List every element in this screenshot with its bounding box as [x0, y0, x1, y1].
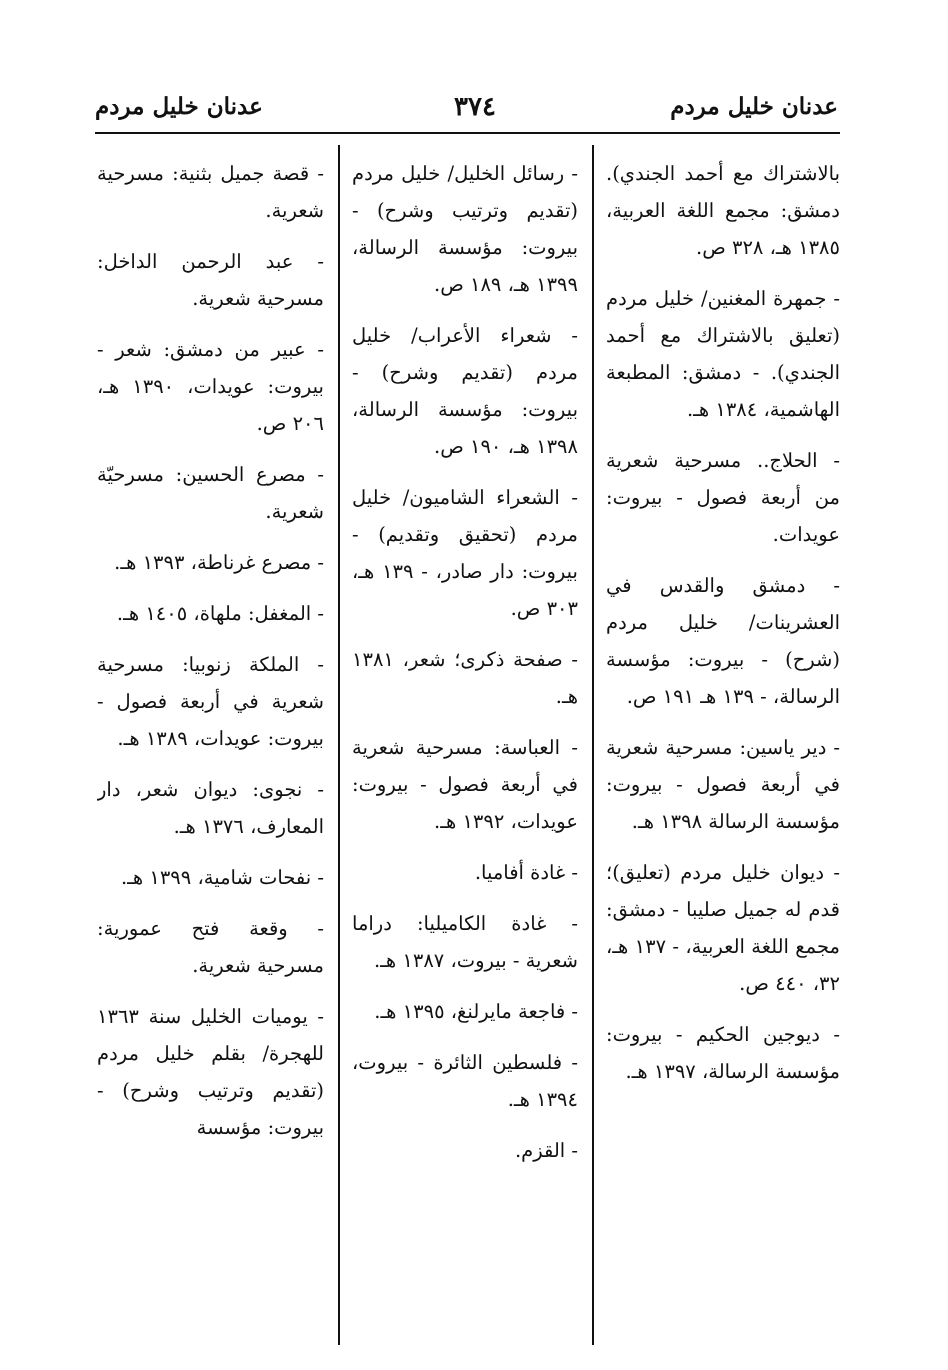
bibliography-entry: - فلسطين الثائرة - بيروت، ١٣٩٤ هـ.: [352, 1051, 578, 1111]
bibliography-entry: - شعراء الأعراب/ خليل مردم (تقديم وشرح) - بيروت: مؤسسة الرسالة، ١٣٩٨ هـ، ١٩٠ ص.: [352, 324, 578, 458]
page-header: [0, 92, 948, 132]
bibliography-entry: - جمهرة المغنين/ خليل مردم (تعليق بالاشتراك مع أحمد الجندي). - دمشق: المطبعة الهاشمية، ١٣٨٤ هـ.: [606, 287, 840, 421]
bibliography-entry: - مصرع الحسين: مسرحيّة شعرية.: [97, 463, 324, 523]
bibliography-entry: - الشعراء الشاميون/ خليل مردم (تحقيق وتقديم) - بيروت: دار صادر، - ١٣٩ هـ، ٣٠٣ ص.: [352, 486, 578, 620]
bibliography-entry: - الملكة زنوبيا: مسرحية شعرية في أربعة فصول - بيروت: عويدات، ١٣٨٩ هـ.: [97, 653, 324, 750]
running-title-right: عدنان خليل مردم: [670, 93, 838, 120]
column-divider-right: [592, 145, 594, 1345]
bibliography-entry: - نجوى: ديوان شعر، دار المعارف، ١٣٧٦ هـ.: [97, 778, 324, 838]
bibliography-entry: - فاجعة مايرلنغ، ١٣٩٥ هـ.: [374, 1000, 578, 1023]
bibliography-entry: - دير ياسين: مسرحية شعرية في أربعة فصول - بيروت: مؤسسة الرسالة ١٣٩٨ هـ.: [606, 736, 840, 833]
bibliography-entry: - مصرع غرناطة، ١٣٩٣ هـ.: [114, 551, 324, 574]
bibliography-entry: - وقعة فتح عمورية: مسرحية شعرية.: [97, 917, 324, 977]
column-divider-left: [338, 145, 340, 1345]
bibliography-entry: - ديوجين الحكيم - بيروت: مؤسسة الرسالة، ١٣٩٧ هـ.: [606, 1023, 840, 1083]
bibliography-entry: - العباسة: مسرحية شعرية في أربعة فصول - بيروت: عويدات، ١٣٩٢ هـ.: [352, 736, 578, 833]
column-right: [606, 155, 840, 1325]
running-title-left: عدنان خليل مردم: [95, 93, 263, 120]
column-middle: [352, 155, 578, 1325]
column-left: [97, 155, 324, 1325]
page-number: ٣٧٤: [454, 92, 496, 122]
bibliography-entry: - عبد الرحمن الداخل: مسرحية شعرية.: [97, 250, 324, 310]
bibliography-entry: - القزم.: [514, 1139, 578, 1162]
bibliography-entry: - دمشق والقدس في العشرينات/ خليل مردم (شرح) - بيروت: مؤسسة الرسالة، - ١٣٩ هـ ١٩١ ص.: [606, 574, 840, 708]
bibliography-entry: - الحلاج.. مسرحية شعرية من أربعة فصول - بيروت: عويدات.: [606, 449, 840, 546]
bibliography-entry: بالاشتراك مع أحمد الجندي). دمشق: مجمع اللغة العربية، ١٣٨٥ هـ، ٣٢٨ ص.: [606, 162, 840, 259]
bibliography-entry: - المغفل: ملهاة، ١٤٠٥ هـ.: [116, 602, 324, 625]
bibliography-entry: - رسائل الخليل/ خليل مردم (تقديم وترتيب وشرح) - بيروت: مؤسسة الرسالة، ١٣٩٩ هـ، ١٨٩ ص.: [352, 162, 578, 296]
bibliography-entry: - يوميات الخليل سنة ١٣٦٣ للهجرة/ بقلم خليل مردم (تقديم وترتيب وشرح) - بيروت: مؤسسة: [97, 1005, 324, 1139]
bibliography-entry: - غادة الكاميليا: دراما شعرية - بيروت، ١٣٨٧ هـ.: [352, 912, 578, 972]
bibliography-entry: - صفحة ذكرى؛ شعر، ١٣٨١ هـ.: [352, 648, 578, 708]
header-rule: [95, 132, 840, 134]
bibliography-entry: - غادة أفاميا.: [474, 861, 578, 884]
bibliography-entry: - عبير من دمشق: شعر - بيروت: عويدات، ١٣٩٠ هـ، ٢٠٦ ص.: [97, 338, 324, 435]
bibliography-entry: - نفحات شامية، ١٣٩٩ هـ.: [120, 866, 324, 889]
bibliography-entry: - قصة جميل بثنية: مسرحية شعرية.: [97, 162, 324, 222]
bibliography-entry: - ديوان خليل مردم (تعليق)؛ قدم له جميل صليبا - دمشق: مجمع اللغة العربية، - ١٣٧ هـ، ٣٢، ٤٤٠ ص.: [606, 861, 840, 995]
